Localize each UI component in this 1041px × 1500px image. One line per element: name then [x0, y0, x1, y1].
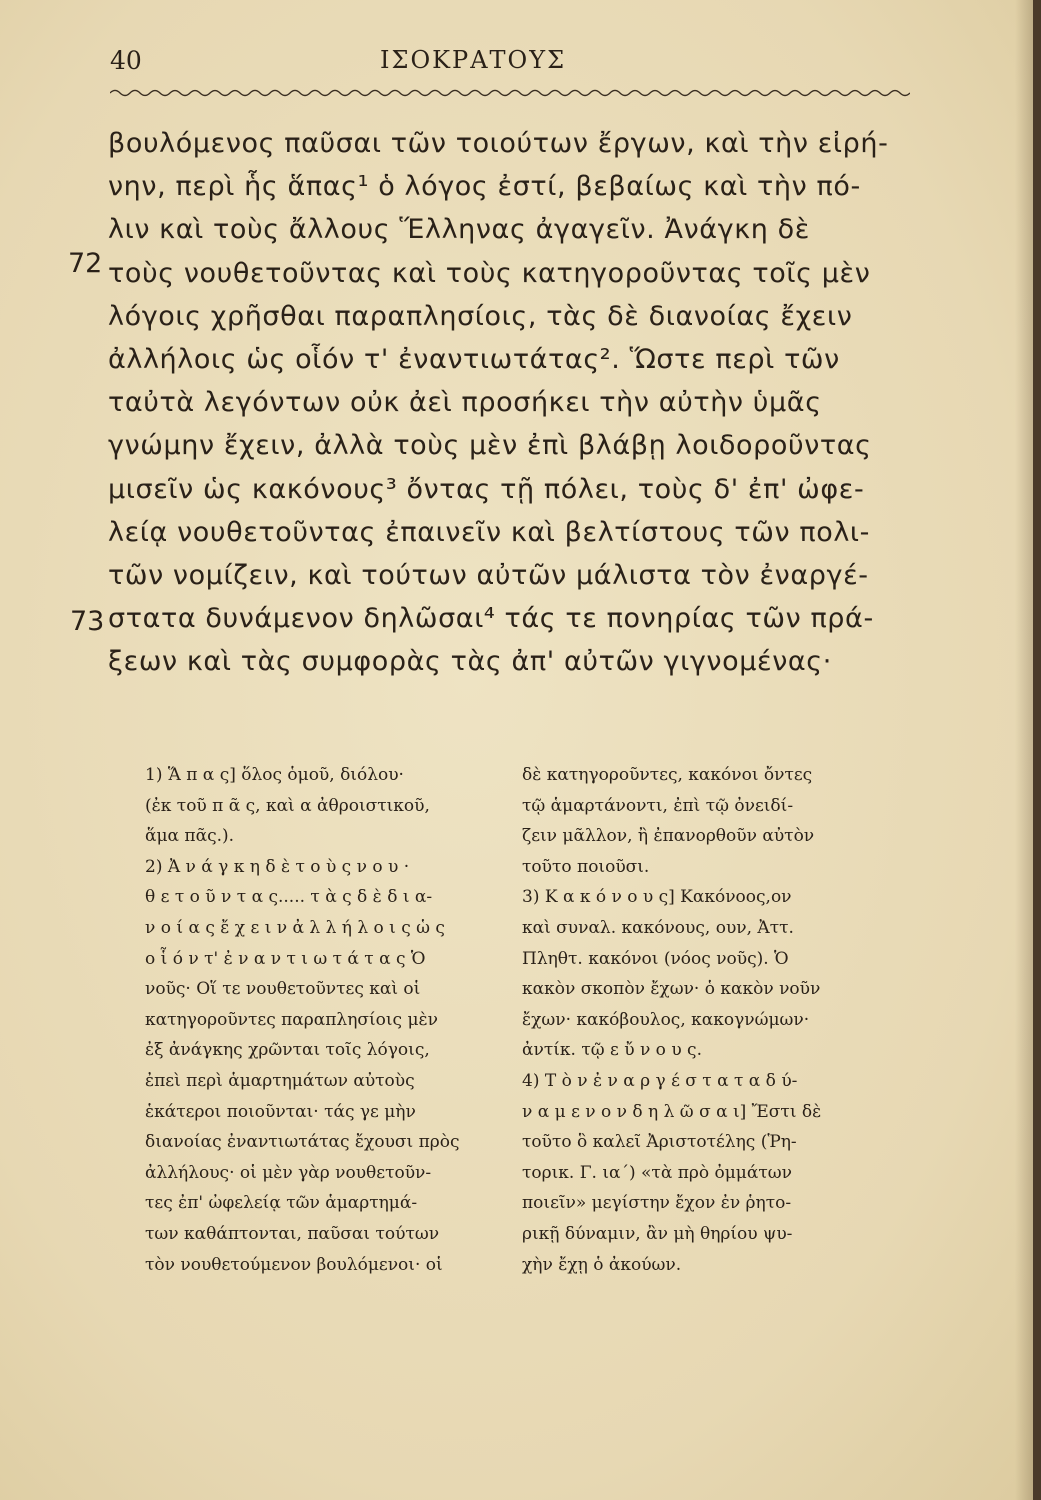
text-line: μισεῖν ὡς κακόνους³ ὄντας τῇ πόλει, τοὺς δ' ἐπ' ὠφε-	[108, 473, 865, 505]
footnote-line: χὴν ἔχῃ ὁ ἀκούων.	[522, 1254, 682, 1275]
footnote-line: κακὸν σκοπὸν ἔχων· ὁ κακὸν νοῦν	[522, 979, 821, 1000]
text-line: ταὐτὰ λεγόντων οὐκ ἀεὶ προσήκει τὴν αὐτὴν ὑμᾶς	[108, 387, 822, 419]
footnote-line: ἀλλήλους· οἱ μὲν γὰρ νουθετοῦν-	[145, 1162, 432, 1183]
footnote-line: ν α μ ε ν ο ν δ η λ ῶ σ α ι] Ἔστι δὲ	[522, 1101, 822, 1122]
footnote-line: δὲ κατηγοροῦντες, κακόνοι ὄντες	[522, 765, 813, 785]
footnotes-left-column	[145, 760, 505, 1280]
main-text	[108, 122, 918, 683]
footnote-line: τῷ ἁμαρτάνοντι, ἐπὶ τῷ ὀνειδί-	[522, 795, 794, 816]
section-number-73: 73	[70, 606, 105, 637]
footnote-line: τορικ. Γ. ια΄) «τὰ πρὸ ὀμμάτων	[522, 1162, 792, 1183]
footnote-line: τοῦτο ποιοῦσι.	[522, 856, 650, 877]
footnote-line: τες ἐπ' ὠφελείᾳ τῶν ἁμαρτημά-	[145, 1193, 418, 1214]
text-line: τοὺς νουθετοῦντας καὶ τοὺς κατηγοροῦντας τοῖς μὲν	[108, 257, 871, 289]
footnote-line: Πληθτ. κακόνοι (νόος νοῦς). Ὁ	[522, 948, 789, 969]
footnote-line: τὸν νουθετούμενον βουλόμενοι· οἱ	[145, 1254, 443, 1275]
text-line: γνώμην ἔχειν, ἀλλὰ τοὺς μὲν ἐπὶ βλάβῃ λοιδοροῦντας	[108, 430, 872, 462]
text-line: βουλόμενος παῦσαι τῶν τοιούτων ἔργων, καὶ τὴν εἰρή-	[108, 128, 889, 159]
footnote-line: 2) Ἀ ν ά γ κ η δ ὲ τ ο ὺ ς ν ο υ ·	[145, 856, 410, 877]
text-line: ἀλλήλοις ὡς οἷόν τ' ἐναντιωτάτας². Ὥστε περὶ τῶν	[108, 343, 840, 375]
running-title: ΙΣΟΚΡΑΤΟΥΣ	[380, 46, 567, 74]
section-number-72: 72	[68, 248, 103, 279]
footnote-line: θ ε τ ο ῦ ν τ α ς..... τ ὰ ς δ ὲ δ ι α-	[145, 887, 433, 908]
text-line: στατα δυνάμενον δηλῶσαι⁴ τάς τε πονηρίας τῶν πρά-	[108, 603, 874, 635]
footnote-line: ποιεῖν» μεγίστην ἔχον ἐν ῥητο-	[522, 1193, 792, 1214]
footnote-line: ο ἷ ό ν τ' ἐ ν α ν τ ι ω τ ά τ α ς Ὁ	[145, 948, 426, 969]
text-line: λόγοις χρῆσθαι παραπλησίοις, τὰς δὲ διανοίας ἔχειν	[108, 300, 853, 332]
text-line: λιν καὶ τοὺς ἄλλους Ἕλληνας ἀγαγεῖν. Ἀνάγκη δὲ	[108, 214, 810, 246]
text-line: ξεων καὶ τὰς συμφορὰς τὰς ἀπ' αὐτῶν γιγνομένας·	[108, 646, 832, 678]
footnote-line: 3) Κ α κ ό ν ο υ ς] Κακόνοος,ον	[522, 887, 792, 908]
text-line: τῶν νομίζειν, καὶ τούτων αὐτῶν μάλιστα τὸν ἐναργέ-	[108, 559, 869, 591]
footnote-line: των καθάπτονται, παῦσαι τούτων	[145, 1223, 440, 1244]
footnote-line: ν ο ί α ς ἔ χ ε ι ν ἀ λ λ ή λ ο ι ς ὡ ς	[145, 917, 445, 938]
page-number: 40	[110, 46, 142, 75]
footnote-line: ἅμα πᾶς.).	[145, 826, 235, 847]
footnote-line: ἑκάτεροι ποιοῦνται· τάς γε μὴν	[145, 1101, 416, 1122]
book-spine-edge	[1033, 0, 1041, 1500]
decorative-wavy-rule	[110, 86, 910, 100]
text-line: νην, περὶ ἧς ἅπας¹ ὁ λόγος ἐστί, βεβαίως καὶ τὴν πό-	[108, 171, 861, 203]
footnote-line: 1) Ἅ π α ς] ὅλος ὁμοῦ, διόλου·	[145, 765, 404, 785]
footnote-line: καὶ συναλ. κακόνους, ουν, Ἀττ.	[522, 917, 794, 938]
footnote-line: ζειν μᾶλλον, ἢ ἐπανορθοῦν αὐτὸν	[522, 826, 815, 847]
text-line: λείᾳ νουθετοῦντας ἐπαινεῖν καὶ βελτίστους τῶν πολι-	[108, 516, 870, 548]
footnote-line: κατηγοροῦντες παραπλησίοις μὲν	[145, 1009, 438, 1030]
footnote-line: τοῦτο ὃ καλεῖ Ἀριστοτέλης (Ῥη-	[522, 1132, 797, 1153]
page-header	[110, 46, 910, 86]
footnote-line: νοῦς· Οἵ τε νουθετοῦντες καὶ οἱ	[145, 979, 421, 1000]
footnotes-right-column	[522, 760, 922, 1280]
footnote-line: ἐπεὶ περὶ ἁμαρτημάτων αὐτοὺς	[145, 1070, 415, 1091]
footnote-line: (ἐκ τοῦ π ᾶ ς, καὶ α ἀθροιστικοῦ,	[145, 795, 430, 816]
footnote-line: ρικῇ δύναμιν, ἂν μὴ θηρίου ψυ-	[522, 1223, 793, 1244]
footnote-line: 4) Τ ὸ ν ἐ ν α ρ γ έ σ τ α τ α δ ύ-	[522, 1070, 798, 1091]
footnote-line: ἔχων· κακόβουλος, κακογνώμων·	[522, 1009, 810, 1030]
page-gutter-shadow	[1015, 0, 1033, 1500]
footnote-line: ἐξ ἀνάγκης χρῶνται τοῖς λόγοις,	[145, 1040, 430, 1061]
footnote-line: ἀντίκ. τῷ ε ὔ ν ο υ ς.	[522, 1040, 702, 1061]
footnote-line: διανοίας ἐναντιωτάτας ἔχουσι πρὸς	[145, 1132, 460, 1153]
